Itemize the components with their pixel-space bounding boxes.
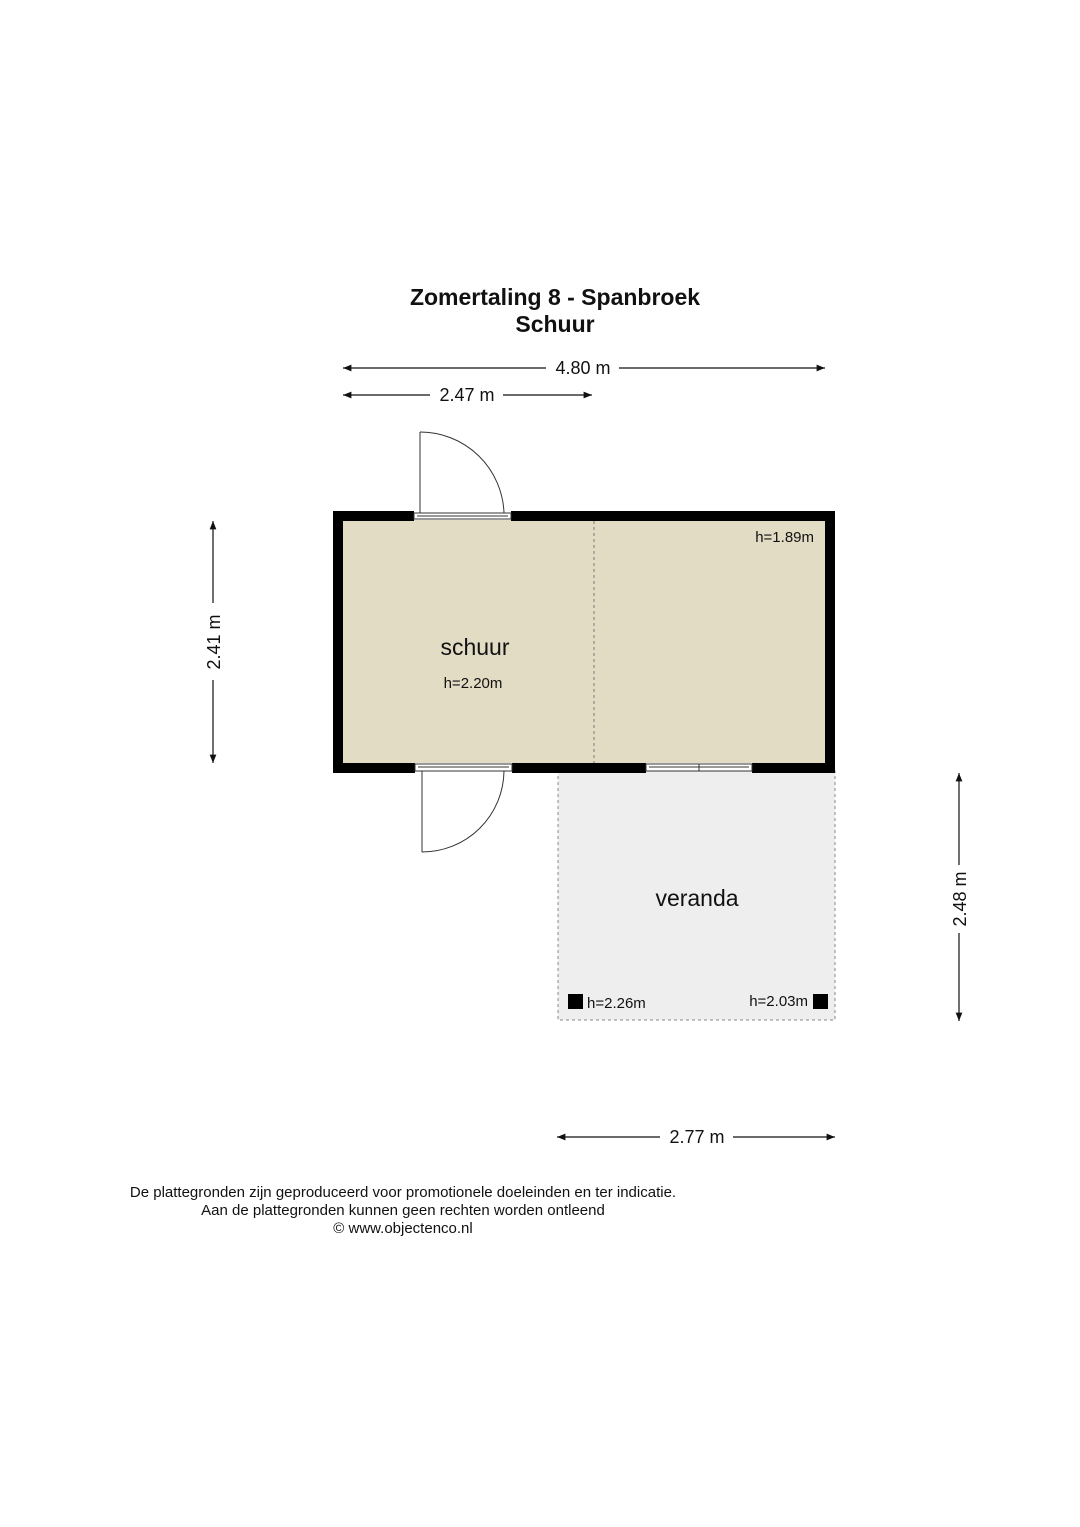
dimension-label-shed-depth: 2.41 m — [204, 614, 224, 670]
disclaimer-line-1: De plattegronden zijn geproduceerd voor promotionele doeleinden en ter indicatie. — [129, 1184, 677, 1201]
dimension-door-width — [343, 385, 592, 405]
veranda-post-left — [568, 994, 583, 1009]
disclaimer-line-2: Aan de plattegronden kunnen geen rechten worden ontleend — [201, 1202, 605, 1219]
dimension-veranda-width — [557, 1127, 835, 1147]
window — [646, 764, 752, 771]
disclaimer-line-3: © www.objectenco.nl — [333, 1220, 473, 1237]
height-label-veranda-left: h=2.26m — [587, 995, 646, 1012]
dimension-total-width — [343, 358, 825, 378]
height-label-veranda-right: h=2.03m — [749, 993, 808, 1010]
veranda-post-right — [813, 994, 828, 1009]
dimension-label-veranda-depth: 2.48 m — [950, 871, 970, 927]
page-title: Zomertaling 8 - Spanbroek — [409, 284, 701, 310]
dimension-label-total-width: 4.80 m — [555, 358, 611, 378]
bottom-door — [415, 764, 512, 852]
top-door — [414, 432, 511, 519]
room-label-schuur: schuur — [440, 634, 510, 660]
dimension-label-veranda-width: 2.77 m — [669, 1127, 725, 1147]
height-label-schuur-low: h=1.89m — [755, 529, 814, 546]
height-label-schuur: h=2.20m — [443, 675, 503, 692]
dimension-label-door-width: 2.47 m — [439, 385, 495, 405]
schuur-floor — [343, 520, 825, 763]
room-label-veranda: veranda — [655, 885, 739, 911]
dimension-shed-depth — [204, 521, 224, 763]
page-subtitle: Schuur — [515, 311, 595, 337]
dimension-veranda-depth — [950, 773, 970, 1021]
